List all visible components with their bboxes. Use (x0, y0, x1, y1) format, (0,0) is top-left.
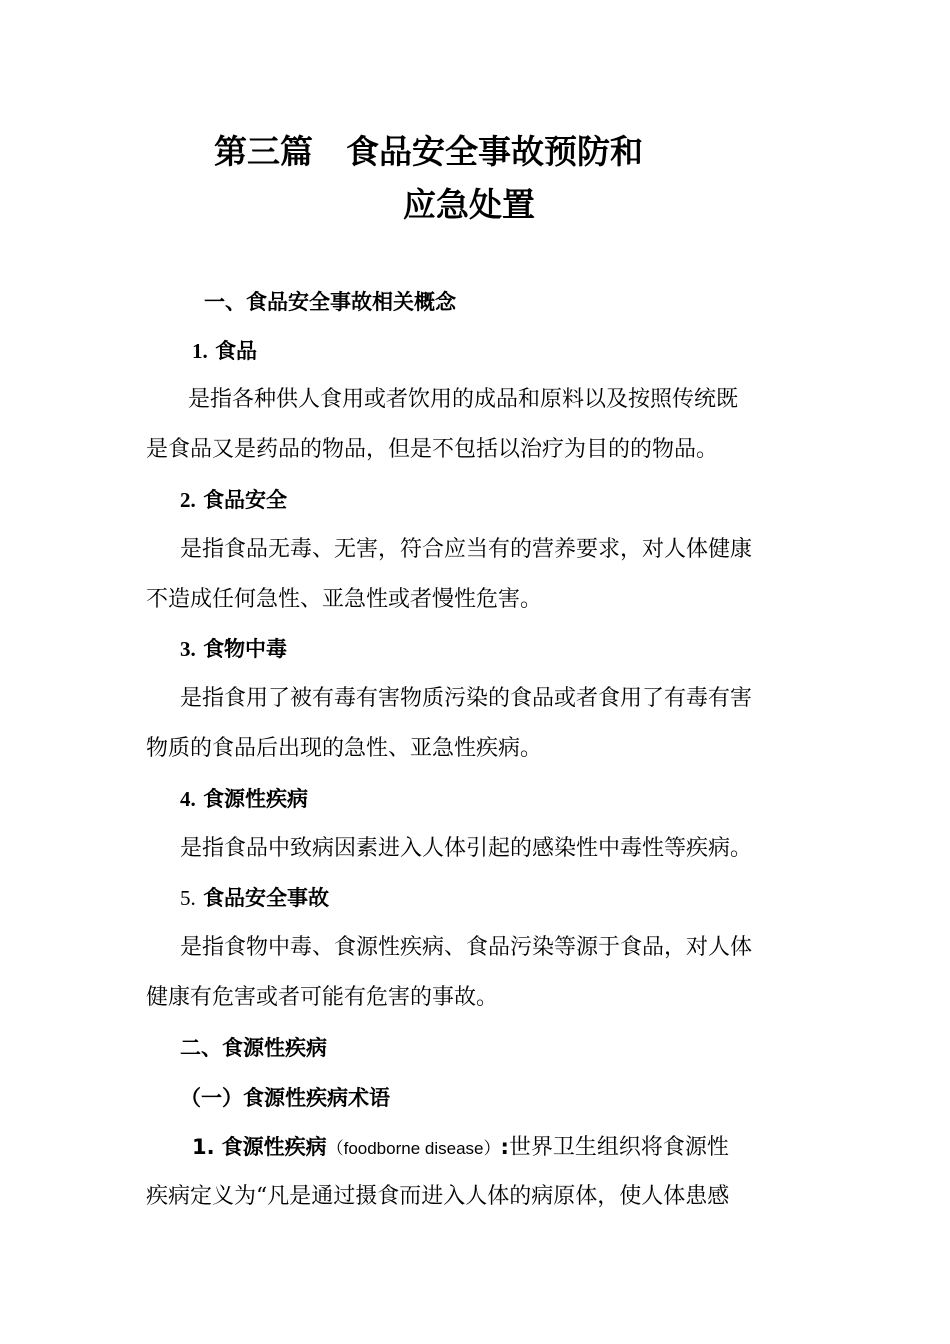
term1-paren-close: ） (483, 1139, 501, 1158)
def1-term: 食品 (215, 339, 258, 363)
def2-body-line2: 不造成任何急性、亚急性或者慢性危害。 (146, 587, 543, 612)
def2-term: 食品安全 (203, 488, 288, 512)
def5-heading (180, 883, 329, 913)
def3-number: 3. (180, 637, 196, 661)
def3-body-line2: 物质的食品后出现的急性、亚急性疾病。 (146, 736, 543, 761)
def4-heading (180, 784, 308, 814)
term1-colon: : (500, 1135, 509, 1159)
def2-body-line1: 是指食品无毒、无害，符合应当有的营养要求，对人体健康 (180, 537, 753, 562)
section1-heading: 一、食品安全事故相关概念 (204, 290, 456, 314)
section2-heading: 二、食源性疾病 (180, 1036, 327, 1060)
def5-body-line2: 健康有危害或者可能有危害的事故。 (146, 985, 499, 1010)
def5-term: 食品安全事故 (203, 886, 330, 910)
def5-number: 5. (180, 886, 196, 910)
def3-body-line1: 是指食用了被有毒有害物质污染的食品或者食用了有毒有害 (180, 686, 753, 711)
term1-line1 (192, 1132, 729, 1164)
def4-number: 4. (180, 787, 196, 811)
term1-english: foodborne disease (343, 1139, 484, 1158)
def1-heading (192, 336, 257, 366)
term1-term: 食源性疾病 (221, 1135, 327, 1159)
def3-heading (180, 634, 287, 664)
def4-body-line1: 是指食品中致病因素进入人体引起的感染性中毒性等疾病。 (180, 836, 753, 861)
term1-paren-open: （ (326, 1139, 344, 1158)
def2-heading (180, 485, 287, 515)
def3-term: 食物中毒 (203, 637, 288, 661)
def1-number: 1. (192, 339, 208, 363)
def2-number: 2. (180, 488, 196, 512)
term1-body-line1: 世界卫生组织将食源性 (508, 1135, 729, 1160)
term1-body-line2: 疾病定义为“凡是通过摄食而进入人体的病原体，使人体患感 (146, 1184, 730, 1209)
def4-term: 食源性疾病 (203, 787, 309, 811)
def1-body-line2: 是食品又是药品的物品，但是不包括以治疗为目的的物品。 (146, 437, 719, 462)
document-title-line1: 第三篇 食品安全事故预防和 (214, 132, 643, 171)
term1-number: 1. (192, 1135, 215, 1159)
document-title-line2: 应急处置 (403, 185, 535, 224)
def5-body-line1: 是指食物中毒、食源性疾病、食品污染等源于食品，对人体 (180, 935, 753, 960)
def1-body-line1: 是指各种供人食用或者饮用的成品和原料以及按照传统既 (188, 387, 739, 412)
subsection1-heading: （一）食源性疾病术语 (180, 1086, 390, 1110)
